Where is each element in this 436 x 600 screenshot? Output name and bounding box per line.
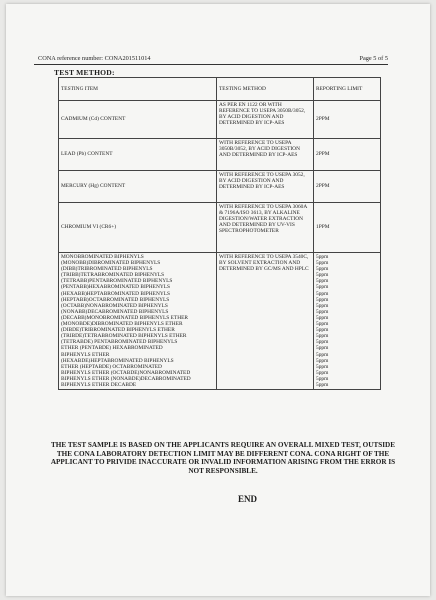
brominated-items	[59, 253, 217, 390]
brominated-item-line: (PENTABB)HEXABROMINATED BIPHENYLS	[61, 284, 171, 291]
reporting-limit: 5ppm	[316, 339, 329, 346]
reporting-limit: 5ppm	[316, 327, 329, 334]
brominated-item-line: (DIBDE)TRIBROMINATED BIPHENYLS ETHER	[61, 327, 175, 334]
page-number: Page 5 of 5	[359, 55, 388, 62]
reporting-limit: 5ppm	[316, 284, 329, 291]
table-row	[59, 253, 381, 390]
reporting-limit: 5ppm	[316, 333, 329, 340]
reporting-limit: 5ppm	[316, 266, 329, 273]
reporting-limits	[314, 253, 381, 390]
brominated-item-line: (DIBB)TRIBROMINATED BIPHENYLS	[61, 266, 153, 273]
brominated-item-line: BIPHENYLS ETHER DECABDE	[61, 381, 137, 388]
section-title: TEST METHOD:	[54, 68, 115, 77]
brominated-item-line: (OCTABB)NONABROMINATED BIPHENYLS	[61, 302, 168, 309]
reporting-limit: 2PPM	[314, 101, 381, 139]
brominated-item-line: BIPHENYLS ETHER (OCTABDE)NONABROMINATED	[61, 369, 191, 376]
brominated-item-line: (TETRABB)PENTABROMINATED BIPHENYLS	[61, 278, 173, 285]
column-header: REPORTING LIMIT	[314, 78, 381, 101]
testing-item: LEAD (Pb) CONTENT	[59, 139, 217, 171]
document-page	[6, 4, 430, 596]
disclaimer-note: THE TEST SAMPLE IS BASED ON THE APPLICANTS REQUIRE AN OVERALL MIXED TEST, OUTSIDE THE CONA LABORATORY DETECTION LIMIT MAY BE DIFFERENT CONA. CONA RIGHT OF THE APPLICANT TO PRIVIDE INACCURATE OR INVALID INFORMATION ARISING FROM THE ERROR IS NOT RESPONSIBLE.	[50, 441, 396, 475]
testing-item: MERCURY (Hg) CONTENT	[59, 171, 217, 203]
reporting-limit: 5ppm	[316, 345, 329, 352]
end-marker: END	[238, 494, 258, 504]
column-header: TESTING ITEM	[59, 78, 217, 101]
reporting-limit: 5ppm	[316, 296, 329, 303]
brominated-item-line: (TETRABDE) PENTABROMINATED BIPHENYLS	[61, 339, 178, 346]
testing-method: WITH REFERENCE TO USEPA 3540C, BY SOLVENT EXTRACTION AND DETERMINED BY GC/MS AND HPLC	[217, 253, 314, 390]
brominated-item-line: BIPHENYLS ETHER (NONABDE)DECABROMINATED	[61, 375, 191, 382]
brominated-item-line: (TRIBDE)TETRABROMINATED BIPHENYLS ETHER	[61, 333, 187, 340]
testing-method: WITH REFERENCE TO USEPA 3060A & 7196A/ISO 3613, BY ALKALINE DIGESTION/WATER EXTRACTION AND DETERMINED BY UV-VIS SPECTROPHOTOMETER	[217, 203, 314, 253]
reporting-limit: 1PPM	[314, 203, 381, 253]
reporting-limit: 5ppm	[316, 308, 329, 315]
testing-item: CHROMIUM VI (CR6+)	[59, 203, 217, 253]
brominated-item-line: (MONOBB)DIBROMINATED BIPHENYLS	[61, 260, 161, 267]
reporting-limit: 5ppm	[316, 357, 329, 364]
brominated-item-line: (HEXABB)HEPTABROMINATED BIPHENYLS	[61, 290, 171, 297]
brominated-item-line: (NONABB)DECABROMINATED BIPHENYLS	[61, 308, 169, 315]
table-row	[59, 139, 381, 171]
reporting-limit: 5ppm	[316, 351, 329, 358]
reporting-limit: 5ppm	[316, 375, 329, 382]
brominated-item-line: ETHER (PENTABDE) HEXABROMINATED	[61, 345, 163, 352]
brominated-item-line: ETHER (HEPTABDE) OCTABROMINATED	[61, 363, 162, 370]
table-header-row	[59, 78, 381, 101]
brominated-item-line: (HEXABDE)HEPTABROMINATED BIPHENYLS	[61, 357, 174, 364]
reporting-limit: 5ppm	[316, 254, 329, 260]
reporting-limit: 5ppm	[316, 272, 329, 279]
reporting-limit: 2PPM	[314, 139, 381, 171]
testing-method: WITH REFERENCE TO USEPA 3052, BY ACID DIGESTION AND DETERMINED BY ICP-AES	[217, 171, 314, 203]
reporting-limit: 5ppm	[316, 278, 329, 285]
reporting-limit: 5ppm	[316, 314, 329, 321]
brominated-item-line: (TRIBB)TETRABROMINATED BIPHENYLS	[61, 272, 165, 279]
reference-number: CONA reference number: CONA201511014	[38, 55, 151, 62]
testing-method: WITH REFERENCE TO USEPA 3050B/3052, BY ACID DIGESTION AND DETERMINED BY ICP-AES	[217, 139, 314, 171]
testing-method: AS PER EN 1122 OR WITH REFERENCE TO USEPA 3050B/3052, BY ACID DIGESTION AND DETERMINED BY ICP-AES	[217, 101, 314, 139]
reporting-limit: 5ppm	[316, 321, 329, 328]
column-header: TESTING METHOD	[217, 78, 314, 101]
reporting-limit: 5ppm	[316, 290, 329, 297]
brominated-item-line: (MONOBDE)DIBROMINATED BIPHENYLS ETHER	[61, 321, 183, 328]
reporting-limit: 5ppm	[316, 302, 329, 309]
reporting-limit: 5ppm	[316, 369, 329, 376]
brominated-item-line: BIPHENYLS ETHER	[61, 351, 110, 358]
reporting-limit: 2PPM	[314, 171, 381, 203]
testing-item: CADMIUM (Cd) CONTENT	[59, 101, 217, 139]
table-row	[59, 101, 381, 139]
header-divider	[34, 64, 388, 65]
reporting-limit: 5ppm	[316, 260, 329, 267]
brominated-item-line: MONOBROMINATED BIPHENYLS	[61, 254, 144, 260]
reporting-limit: 5ppm	[316, 363, 329, 370]
brominated-item-line: (DECABB)MONOBROMINATED BIPHENYLS ETHER	[61, 314, 188, 321]
test-method-table	[58, 77, 381, 390]
table-row	[59, 171, 381, 203]
table-row	[59, 203, 381, 253]
reporting-limit: 5ppm	[316, 381, 329, 388]
brominated-item-line: (HEPTABB)OCTABROMINATED BIPHENYLS	[61, 296, 170, 303]
